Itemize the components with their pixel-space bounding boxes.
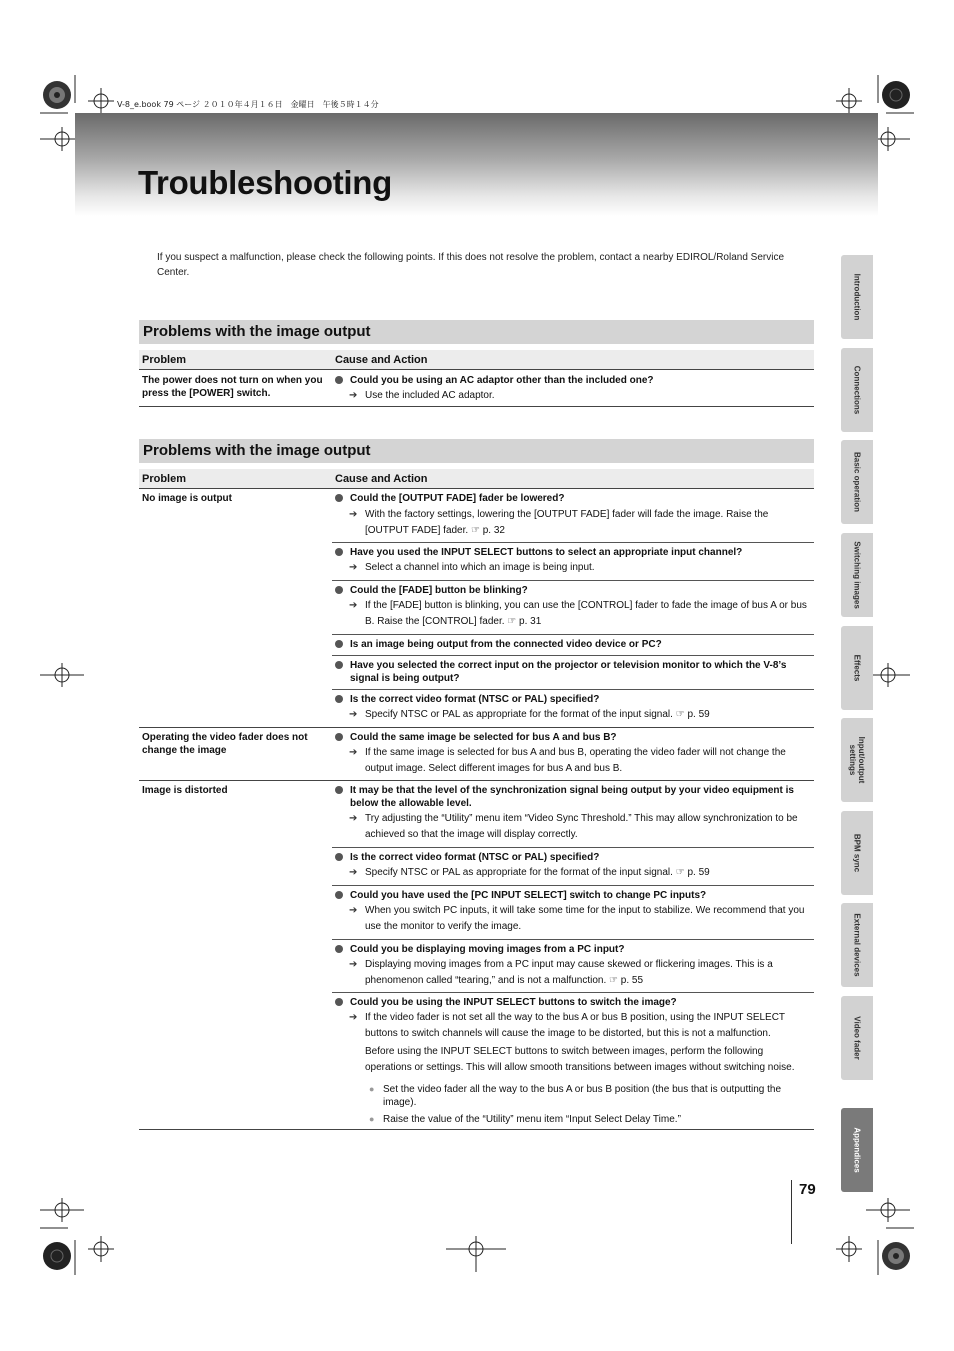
registration-mark-bottom-right — [882, 1242, 910, 1270]
row-rule — [332, 580, 814, 581]
cause-question: Could the [OUTPUT FADE] fader be lowered? — [335, 492, 813, 505]
cause-question: Could you be using the INPUT SELECT buttons to switch the image? — [335, 996, 813, 1009]
arrow-icon: ➔ — [349, 905, 358, 916]
row-rule — [332, 655, 814, 656]
cause-question: Have you selected the correct input on the projector or television monitor to which the V-8’s signal is being output? — [335, 659, 813, 672]
arrow-icon: ➔ — [349, 959, 358, 970]
bullet-icon — [335, 695, 343, 703]
tab-switching-images[interactable]: Switching images — [841, 533, 873, 617]
bullet-icon — [335, 586, 343, 594]
bullet-icon — [335, 376, 343, 384]
problem-cell: No image is output — [142, 493, 232, 504]
cause-question: Could you have used the [PC INPUT SELECT] switch to change PC inputs? — [335, 889, 813, 902]
arrow-icon: ➔ — [349, 509, 358, 520]
registration-mark-top-right — [882, 81, 910, 109]
bullet-icon: ● — [369, 1084, 375, 1094]
tab-appendices[interactable]: Appendices — [841, 1108, 873, 1192]
table-rule — [139, 780, 814, 781]
cause-question: It may be that the level of the synchronization signal being output by your video equipment is below the allowable level. — [335, 784, 813, 797]
table-header — [139, 350, 814, 370]
table-rule — [139, 406, 814, 407]
tab-effects[interactable]: Effects — [841, 626, 873, 710]
problem-cell: Image is distorted — [142, 785, 228, 796]
arrow-icon: ➔ — [349, 709, 358, 720]
row-rule — [332, 847, 814, 848]
arrow-icon: ➔ — [349, 390, 358, 401]
row-rule — [332, 634, 814, 635]
bullet-icon — [335, 786, 343, 794]
action-note: Before using the INPUT SELECT buttons to switch between images, perform the following operations or settings. This will allow smooth transitions between images without switching noise. — [365, 1046, 795, 1073]
cause-question: Is an image being output from the connected video device or PC? — [335, 638, 813, 651]
cause-question: Could you be displaying moving images from a PC input? — [335, 943, 813, 956]
cause-question: Have you used the INPUT SELECT buttons to select an appropriate input channel? — [335, 546, 813, 559]
bullet-icon — [335, 661, 343, 669]
bullet-icon — [335, 733, 343, 741]
bullet-icon — [335, 853, 343, 861]
cause-question: Could the [FADE] button be blinking? — [335, 584, 813, 597]
section-heading: Problems with the image output — [139, 320, 814, 344]
intro-text: If you suspect a malfunction, please check the following points. If this does not resolve the problem, contact a nearby EDIROL/Roland Service Center. — [157, 252, 785, 278]
bullet-icon — [335, 998, 343, 1006]
tab-introduction[interactable]: Introduction — [841, 255, 873, 339]
bullet-icon — [335, 494, 343, 502]
row-rule — [332, 885, 814, 886]
registration-mark-top-left — [43, 81, 71, 109]
page-title: Troubleshooting — [138, 164, 392, 201]
problem-cell: The power does not turn on when you press the [POWER] switch. — [142, 375, 323, 399]
col-cause: Cause and Action — [335, 473, 428, 485]
table-header — [139, 469, 814, 489]
row-rule — [332, 992, 814, 993]
cause-question: Could you be using an AC adaptor other than the included one? — [335, 374, 813, 387]
arrow-icon: ➔ — [349, 813, 358, 824]
registration-mark-bottom-left — [43, 1242, 71, 1270]
problem-cell: Operating the video fader does not change the image — [142, 732, 308, 756]
page-number: 79 — [799, 1181, 816, 1198]
arrow-icon: ➔ — [349, 562, 358, 573]
section-heading: Problems with the image output — [139, 439, 814, 463]
row-rule — [332, 939, 814, 940]
table-rule — [139, 1129, 814, 1130]
bullet-icon — [335, 945, 343, 953]
cause-question: Is the correct video format (NTSC or PAL) specified? — [335, 693, 813, 706]
col-problem: Problem — [142, 473, 187, 485]
cause-question: Could the same image be selected for bus A and bus B? — [335, 731, 813, 744]
tab-external-devices[interactable]: External devices — [841, 903, 873, 987]
page-number-rule — [791, 1180, 792, 1244]
tab-video-fader[interactable]: Video fader — [841, 996, 873, 1080]
tab-input-output-settings[interactable]: Input/output settings — [841, 718, 873, 802]
arrow-icon: ➔ — [349, 600, 358, 611]
cause-question: Is the correct video format (NTSC or PAL) specified? — [335, 851, 813, 864]
tab-basic-operation[interactable]: Basic operation — [841, 440, 873, 524]
col-problem: Problem — [142, 354, 187, 366]
arrow-icon: ➔ — [349, 867, 358, 878]
tab-bpm-sync[interactable]: BPM sync — [841, 811, 873, 895]
arrow-icon: ➔ — [349, 1012, 358, 1023]
col-cause: Cause and Action — [335, 354, 428, 366]
bullet-icon — [335, 548, 343, 556]
arrow-icon: ➔ — [349, 747, 358, 758]
row-rule — [332, 689, 814, 690]
bullet-icon: ● — [369, 1114, 375, 1124]
bullet-icon — [335, 891, 343, 899]
bullet-icon — [335, 640, 343, 648]
tab-connections[interactable]: Connections — [841, 348, 873, 432]
row-rule — [332, 542, 814, 543]
print-info: V-8_e.book 79 ページ ２０１０年４月１６日 金曜日 午後５時１４分 — [117, 100, 379, 109]
table-rule — [139, 727, 814, 728]
